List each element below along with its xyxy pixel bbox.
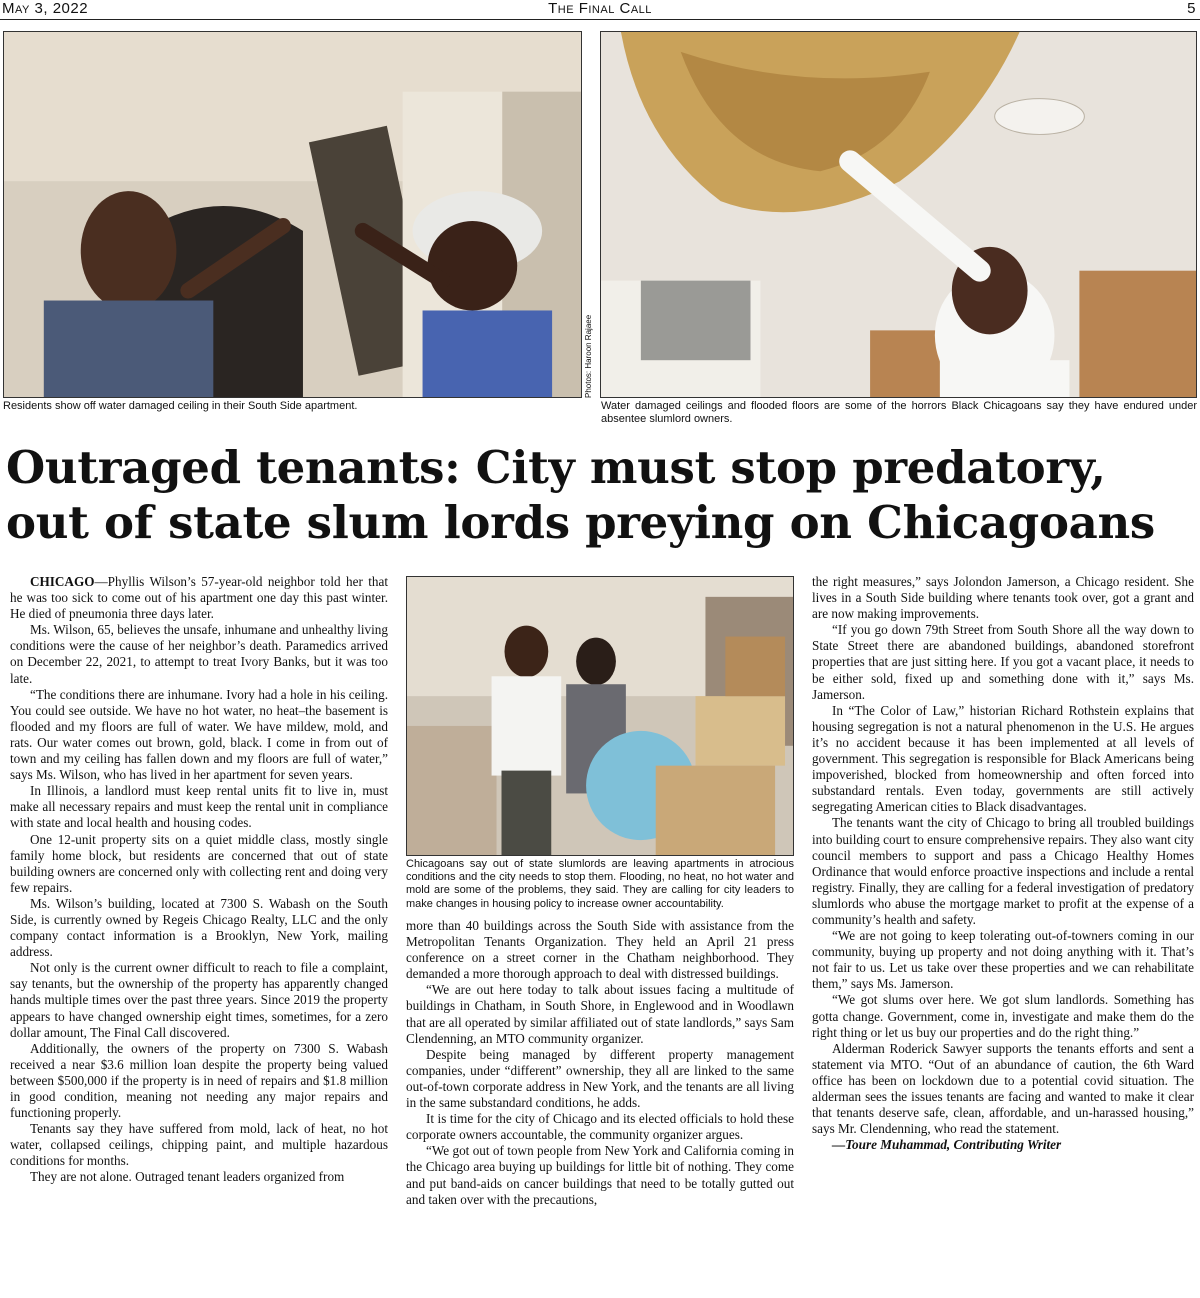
photo-caption-1: Residents show off water damaged ceiling in their South Side apartment. [3, 400, 358, 412]
paragraph: Ms. Wilson, 65, believes the unsafe, inhumane and unhealthy living conditions were the cause of her neighbor’s death. Paramedics arrived on December 22, 2021, to attempt to treat Ivory Banks, but it was too late. [10, 622, 388, 686]
article-column-3 [812, 574, 1194, 1153]
article-column-2 [406, 918, 794, 1208]
paragraph: “We got out of town people from New York and California coming in the Chicago area buying up buildings for little bit of nothing. They come and put band-aids on cancer buildings that need to be totally gutted out and taken over with the precautions, [406, 1143, 794, 1207]
page-header [0, 0, 1200, 20]
paragraph: Not only is the current owner difficult to reach to file a complaint, say tenants, but the ownership of the property has apparently changed hands multiple times over the past three years. Since 2019 the property appears to have changed ownership eight times, sometimes, for a zero dollar amount, The Final Call discovered. [10, 960, 388, 1040]
dateline: CHICAGO [30, 574, 95, 589]
paragraph: “The conditions there are inhumane. Ivory had a hole in his ceiling. You could see outside. We have no hot water, no heat–the basement is flooded and my floors are full of water. We have mildew, mold, and rats. Our water comes out brown, gold, black. I come in from out of town and my ceiling has fallen down and my floors are full of water,” says Ms. Wilson, who has lived in her apartment for seven years. [10, 686, 388, 783]
photo-ceiling-damage-image [601, 32, 1196, 397]
paragraph: Additionally, the owners of the property on 7300 S. Wabash received a near $3.6 million loan despite the property being valued between $500,000 if the property is in need of repairs and $1.8 million in good condition, meaning not needing any major repairs and functioning properly. [10, 1040, 388, 1121]
photo-tenants-apartment [406, 576, 794, 856]
paragraph: In “The Color of Law,” historian Richard Rothstein explains that housing segregation is not a natural phenomenon in the U.S. He argues it’s no accident because it has been implemented at all levels of government. This segregation is responsible for Black Americans being impoverished, blocked from homeownership and often forced into substandard rentals. Even today, governments are still actively segregating American cities to Black disadvantages. [812, 702, 1194, 815]
headline [6, 440, 1196, 550]
paragraph: “We are not going to keep tolerating out-of-towners coming in our community, buying up property and not doing anything with it. That’s not fair to us. Let us take over these properties and we can rehabilitate them,” says Ms. Jamerson. [812, 928, 1194, 992]
paragraph: One 12-unit property sits on a quiet middle class, mostly single family home block, but residents are concerned that out of state building owners are concerned only with collecting rent and doing very few repairs. [10, 831, 388, 895]
photo-caption-2: Water damaged ceilings and flooded floors are some of the horrors Black Chicagoans say they have endured under absentee slumlord owners. [601, 400, 1197, 425]
paragraph: Alderman Roderick Sawyer supports the tenants efforts and sent a statement via MTO. “Out of an abundance of caution, the 6th Ward office has been on lockdown due to a potential covid situation. The alderman sees the issues tenants are facing and wanted to make it clear that tenants deserve safe, clean, affordable, and un-harassed housing,” says Mr. Clendenning, who read the statement. [812, 1040, 1194, 1137]
paragraph: more than 40 buildings across the South Side with assistance from the Metropolitan Tenants Organization. They held an April 21 press conference on a street corner in the Chatham neighborhood. They demanded a more thorough approach to deal with distressed buildings. [406, 918, 794, 982]
paragraph: Ms. Wilson’s building, located at 7300 S. Wabash on the South Side, is currently owned by Regeis Chicago Realty, LLC and the only company contact information is a Brooklyn, New York, mailing address. [10, 895, 388, 960]
paragraph: Tenants say they have suffered from mold, lack of heat, no hot water, collapsed ceilings, chipping paint, and multiple hazardous conditions for months. [10, 1121, 388, 1169]
paragraph: “We got slums over here. We got slum landlords. Something has gotta change. Government, come in, investigate and make them do the right thing or let us buy our properties and do the right thing.” [812, 992, 1194, 1040]
article-column-1 [10, 574, 388, 1186]
photo-residents-pointing-image [4, 32, 581, 397]
paragraph: Despite being managed by different property management companies, under “different” ownership, they all are linked to the same out-of-town corporate address in New York, and the tenants are all living in the same substandard conditions, he adds. [406, 1046, 794, 1111]
headline-line-2: out of state slum lords preying on Chicagoans [6, 496, 1155, 549]
publication-name: The Final Call [548, 0, 652, 17]
page-number: 5 [1187, 0, 1196, 17]
paragraph: It is time for the city of Chicago and its elected officials to hold these corporate owners accountable, the community organizer argues. [406, 1111, 794, 1143]
photo-ceiling-damage [600, 31, 1197, 398]
photo-tenants-apartment-image [407, 577, 793, 855]
paragraph: “We are out here today to talk about issues facing a multitude of buildings in Chatham, in South Shore, in Englewood and in Woodlawn that are all operated by similar affiliated out of state landlords,” says Sam Clendenning, an MTO community organizer. [406, 982, 794, 1046]
issue-date: May 3, 2022 [2, 0, 89, 17]
paragraph: In Illinois, a landlord must keep rental units fit to live in, must make all necessary repairs and must keep the rental unit in compliance with state and local health and housing codes. [10, 783, 388, 831]
headline-line-1: Outraged tenants: City must stop predatory, [6, 441, 1106, 494]
photo-residents-pointing [3, 31, 582, 398]
paragraph: They are not alone. Outraged tenant leaders organized from [30, 1169, 345, 1185]
photo-caption-3: Chicagoans say out of state slumlords are leaving apartments in atrocious conditions and the city needs to stop them. Flooding, no heat, no hot water and mold are some of the problems, they said. They are calling for city leaders to make changes in housing policy to increase owner accountability. [406, 858, 794, 910]
paragraph: —Phyllis Wilson’s 57-year-old neighbor told her that he was too sick to come out of his apartment one day this past winter. He died of pneumonia three days later. [10, 574, 388, 622]
paragraph: “If you go down 79th Street from South Shore all the way down to State Street there are abandoned buildings, abandoned storefront properties that are just sitting here. If you got a vacant place, it needs to be either sold, fixed up and something done with it,” says Ms. Jamerson. [812, 622, 1194, 702]
paragraph: The tenants want the city of Chicago to bring all troubled buildings into building court to ensure comprehensive repairs. They also want city council members to support and pass a Chicago Healthy Homes Ordinance that would enforce proactive inspections and include a rental registry. Finally, they are calling for a federal investigation of predatory slumlords who abuse the mortgage market to profit at the expense of a community’s health and safety. [812, 815, 1194, 927]
byline: —Toure Muhammad, Contributing Writer [832, 1137, 1062, 1153]
paragraph: the right measures,” says Jolondon Jamerson, a Chicago resident. She lives in a South Side building where tenants took over, got a grant and are now making improvements. [812, 574, 1194, 622]
